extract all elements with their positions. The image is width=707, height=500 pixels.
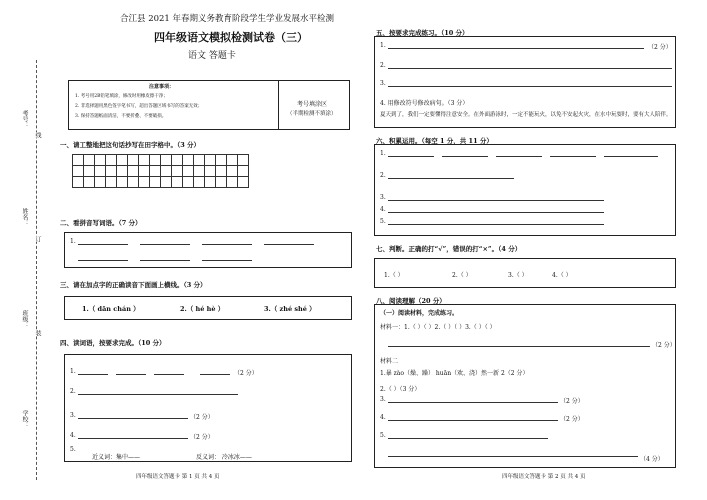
- answer-blank[interactable]: [496, 156, 542, 157]
- kaohao-label: 考号：: [21, 110, 28, 128]
- pinyin-blank[interactable]: [202, 260, 252, 261]
- answer-blank[interactable]: [78, 374, 108, 375]
- section-4-box: [64, 354, 352, 462]
- binding-xian: 线: [34, 132, 41, 138]
- judge-1[interactable]: 1.（ ）: [384, 272, 404, 279]
- material-1[interactable]: 材料一：1.（ ）（ ）2.（ ）（ ）3.（ ）（ ）: [380, 324, 496, 331]
- notice-item-3: 3. 保持答题纸面清洁，不要折叠、不要破损。: [75, 114, 167, 119]
- score-label: （2 分）: [190, 434, 214, 441]
- reading-item-1[interactable]: 1.（ dān chán ）: [82, 305, 140, 313]
- section-2-heading: 二、看拼音写词语。（7 分）: [60, 219, 142, 227]
- card-title: 语文 答题卡: [188, 51, 236, 61]
- notice-title: 注意事项：: [149, 84, 175, 90]
- answer-blank[interactable]: [388, 346, 650, 347]
- reading-item-3[interactable]: 3.（ zhé shé ）: [264, 305, 316, 313]
- answer-blank[interactable]: [388, 156, 434, 157]
- page-footer-2: 四年级语文答题卡 第 2 页 共 4 页: [502, 474, 586, 480]
- binding-ding: 订: [34, 236, 41, 242]
- section-8-heading: 八、阅读理解（20 分）: [376, 297, 446, 305]
- zone-label: 考号填涂区: [297, 101, 328, 108]
- pinyin-blank[interactable]: [264, 244, 314, 245]
- score-label: （2 分）: [560, 398, 584, 405]
- pinyin-blank[interactable]: [140, 260, 190, 261]
- score-label: （2 分）: [234, 370, 258, 377]
- answer-blank[interactable]: [388, 224, 604, 225]
- answer-blank[interactable]: [388, 438, 548, 439]
- material-2: 材料二: [380, 358, 399, 365]
- s5-sentence[interactable]: 夏天到了，我们一定要懂得注意安全。在外面游泳时，一定不能玩火，以免不安起火灾，在水中玩耍时，要有大人陪伴。: [380, 112, 672, 118]
- exam-title: 合江县 2021 年春期义务教育阶段学生学业发展水平检测: [120, 14, 335, 24]
- section-8-sub: （一）阅读材料，完成练习。: [380, 310, 459, 317]
- binding-line: [36, 60, 37, 480]
- antonym-label: 反义词： 冷冰冰——: [196, 454, 252, 461]
- s5-item-4: 4. 用修改符号修改病句。（3 分）: [380, 100, 469, 107]
- tianzige-grid[interactable]: [72, 154, 249, 188]
- page-footer-1: 四年级语文答题卡 第 1 页 共 4 页: [136, 474, 220, 480]
- zone-note: （半期检测不填涂）: [287, 111, 337, 117]
- material-2-item-2[interactable]: 2.（ ）（3 分）: [380, 386, 421, 393]
- pinyin-blank[interactable]: [140, 244, 190, 245]
- section-5-heading: 五、按要求完成练习。（10 分）: [376, 29, 469, 37]
- judge-4[interactable]: 4.（ ）: [552, 272, 572, 279]
- section-7-heading: 七、判断。正确的打“√”，错误的打“×”。（4 分）: [376, 245, 522, 253]
- section-3-heading: 三、请在加点字的正确读音下面画上横线。（3 分）: [60, 281, 207, 289]
- judge-2[interactable]: 2.（ ）: [452, 272, 472, 279]
- notice-item-2: 2. 非选择题用黑色签字笔书写，超出答题区域书写的答案无效；: [75, 104, 203, 109]
- answer-blank[interactable]: [388, 212, 604, 213]
- answer-blank[interactable]: [78, 418, 188, 419]
- section-1-heading: 一、请工整地把这句话抄写在田字格中。（3 分）: [60, 141, 201, 149]
- answer-blank[interactable]: [388, 68, 672, 69]
- exam-subtitle: 四年级语文模拟检测试卷（三）: [154, 31, 308, 44]
- binding-zhuang: 装: [34, 330, 41, 336]
- answer-blank[interactable]: [442, 156, 488, 157]
- answer-blank[interactable]: [550, 156, 596, 157]
- name-label: 姓名：: [21, 208, 28, 226]
- synonym-label: 近义词：集中——: [92, 454, 141, 461]
- material-2-item-1[interactable]: 1.暴 zào（燥、躁） huān（欢、浇）然一新 2（2 分）: [380, 370, 529, 377]
- answer-blank[interactable]: [388, 200, 604, 201]
- judge-3[interactable]: 3.（ ）: [508, 272, 528, 279]
- answer-blank[interactable]: [388, 402, 558, 403]
- notice-item-1: 1. 考号用2B铅笔填涂，修改时用橡皮擦干净；: [75, 94, 168, 99]
- answer-blank[interactable]: [116, 374, 146, 375]
- answer-blank[interactable]: [388, 420, 558, 421]
- pinyin-blank[interactable]: [78, 244, 128, 245]
- section-6-heading: 六、积累运用。（每空 1 分，共 11 分）: [376, 137, 493, 145]
- section-6-box: [374, 144, 676, 236]
- pinyin-blank[interactable]: [202, 244, 252, 245]
- answer-blank[interactable]: [388, 48, 644, 49]
- answer-blank[interactable]: [78, 394, 238, 395]
- score-label: （2 分）: [648, 44, 672, 51]
- score-label: （2 分）: [190, 414, 214, 421]
- section-2-box: [64, 232, 352, 268]
- pinyin-blank[interactable]: [78, 260, 128, 261]
- score-label: （4 分）: [640, 456, 664, 463]
- notice-box: [68, 80, 350, 130]
- answer-blank[interactable]: [388, 86, 672, 87]
- answer-blank[interactable]: [604, 156, 658, 157]
- answer-blank[interactable]: [200, 374, 230, 375]
- answer-blank[interactable]: [154, 374, 184, 375]
- answer-blank[interactable]: [78, 438, 188, 439]
- school-label: 学校：: [21, 410, 28, 428]
- answer-blank[interactable]: [388, 178, 514, 179]
- class-label: 班级：: [21, 310, 28, 328]
- score-label: （2 分）: [652, 342, 676, 349]
- score-label: （2 分）: [560, 416, 584, 423]
- reading-item-2[interactable]: 2.（ hé hè ）: [180, 305, 225, 313]
- answer-blank[interactable]: [388, 456, 638, 457]
- section-4-heading: 四、读词语，按要求完成。（10 分）: [60, 339, 166, 347]
